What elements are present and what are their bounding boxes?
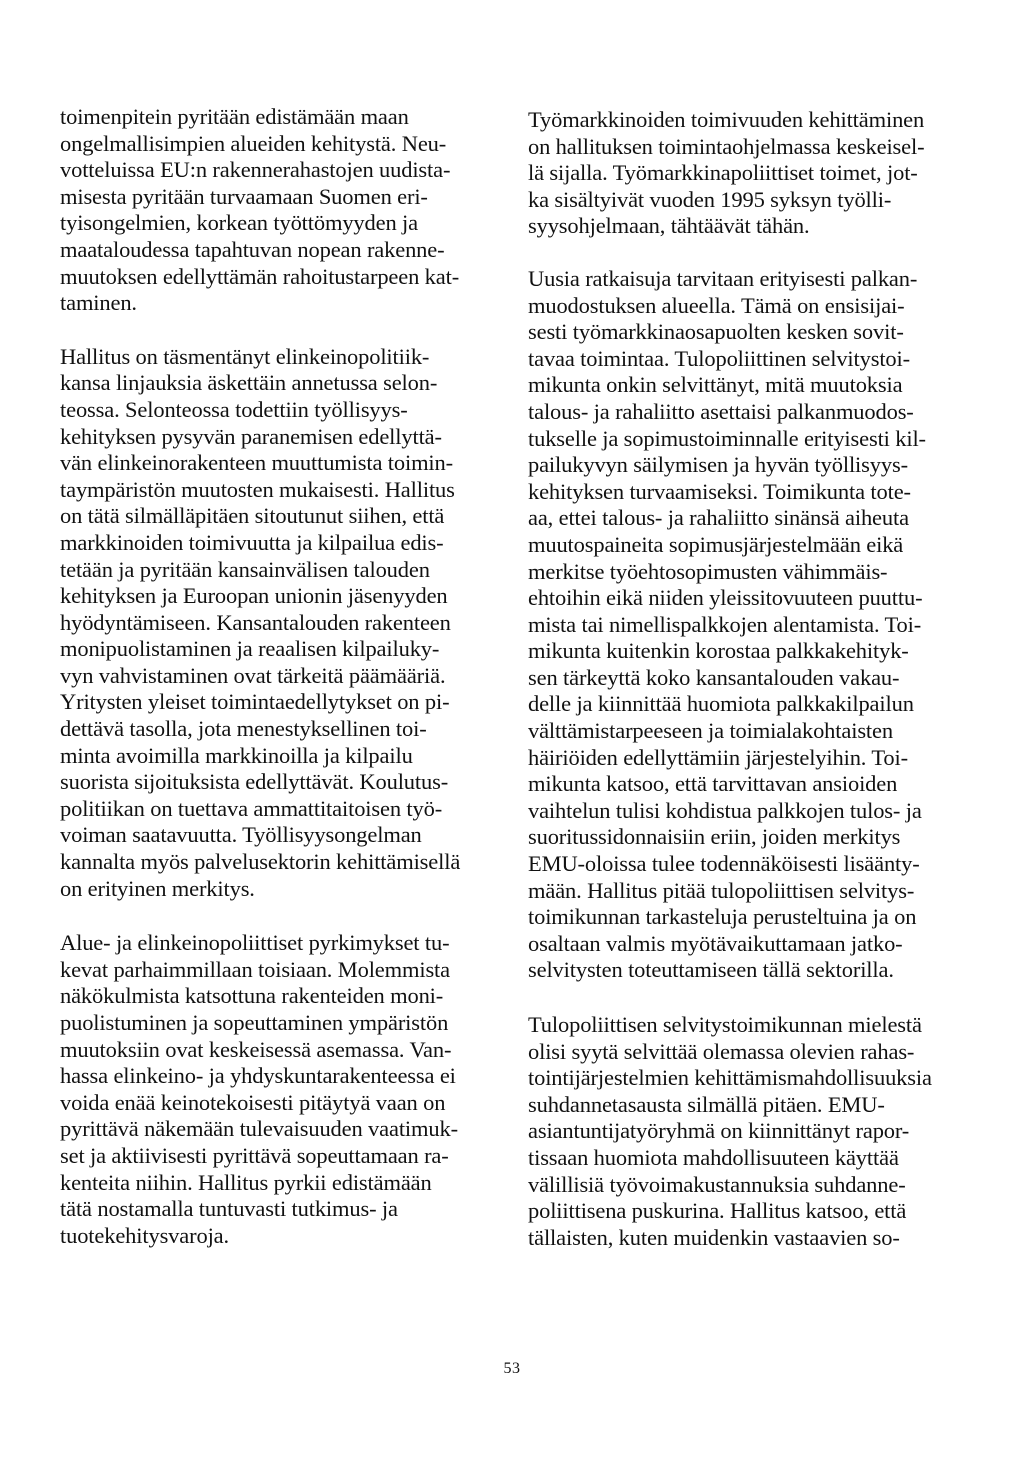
text-line: tukselle ja sopimustoiminnalle erityisesti kil- bbox=[528, 425, 926, 451]
text-line: Yritysten yleiset toimintaedellytykset on pi- bbox=[60, 689, 450, 715]
text-line: muutoksiin ovat keskeisessä asemassa. Van- bbox=[60, 1036, 452, 1062]
text-line: tällaisten, kuten muidenkin vastaavien so- bbox=[528, 1224, 900, 1250]
text-line: aa, ettei talous- ja rahaliitto sinänsä aiheuta bbox=[528, 505, 909, 531]
text-line: hassa elinkeino- ja yhdyskuntarakenteessa ei bbox=[60, 1063, 456, 1089]
text-line: kansa linjauksia äskettäin annetussa selon- bbox=[60, 370, 438, 396]
text-line: kannalta myös palvelusektorin kehittämisellä bbox=[60, 849, 461, 875]
paragraph bbox=[60, 930, 505, 1249]
text-line: taminen. bbox=[60, 290, 137, 316]
right-column bbox=[528, 107, 973, 1251]
text-line: tyisongelmien, korkean työttömyyden ja bbox=[60, 210, 418, 236]
text-line: välttämistarpeeseen ja toimialakohtaisten bbox=[528, 718, 893, 744]
text-line: delle ja kiinnittää huomiota palkkakilpailun bbox=[528, 691, 914, 717]
text-line: kevat parhaimmillaan toisiaan. Molemmista bbox=[60, 956, 450, 982]
text-line: tointijärjestelmien kehittämismahdollisuuksia bbox=[528, 1065, 932, 1091]
text-line: vyn vahvistaminen ovat tärkeitä päämääriä. bbox=[60, 662, 446, 688]
text-line: puolistuminen ja sopeuttaminen ympäristön bbox=[60, 1010, 449, 1035]
text-line: näkökulmista katsottuna rakenteiden moni- bbox=[60, 983, 444, 1009]
text-line: ka sisältyivät vuoden 1995 syksyn työlli- bbox=[528, 186, 892, 212]
text-line: kehityksen ja Euroopan unionin jäsenyyden bbox=[60, 583, 448, 609]
text-line: tuotekehitysvaroja. bbox=[60, 1222, 229, 1248]
text-line: talous- ja rahaliitto asettaisi palkanmuodos- bbox=[528, 398, 914, 424]
text-line: tissaan huomiota mahdollisuuteen käyttää bbox=[528, 1144, 899, 1170]
text-line: asiantuntijatyöryhmä on kiinnittänyt rapor- bbox=[528, 1118, 910, 1144]
text-line: kehityksen pysyvän paranemisen edellyttä- bbox=[60, 423, 442, 449]
paragraph bbox=[528, 1012, 973, 1251]
text-line: voida enää keinotekoisesti pitäytyä vaan on bbox=[60, 1089, 446, 1115]
text-line: tätä nostamalla tuntuvasti tutkimus- ja bbox=[60, 1196, 398, 1222]
text-line: mikunta onkin selvittänyt, mitä muutoksia bbox=[528, 372, 903, 398]
text-line: kehityksen turvaamiseksi. Toimikunta tote- bbox=[528, 478, 911, 504]
text-line: muutospaineita sopimusjärjestelmään eikä bbox=[528, 531, 904, 557]
text-line: politiikan on tuettava ammattitaitoisen työ- bbox=[60, 795, 443, 821]
text-line: vaihtelun tulisi kohdistua palkkojen tulos- ja bbox=[528, 797, 922, 823]
text-line: ehtoihin eikä niiden yleissitovuuteen puuttu- bbox=[528, 585, 923, 611]
text-line: monipuolistaminen ja reaalisen kilpailuky- bbox=[60, 636, 440, 662]
text-line: teossa. Selonteossa todettiin työllisyys- bbox=[60, 396, 408, 422]
text-line: on tätä silmälläpitäen sitoutunut siihen, että bbox=[60, 503, 445, 529]
text-line: muodostuksen alueella. Tämä on ensisijai- bbox=[528, 292, 905, 318]
text-line: Alue- ja elinkeinopoliittiset pyrkimykset tu- bbox=[60, 930, 450, 956]
text-line: EMU-oloissa tulee todennäköisesti lisäänty- bbox=[528, 851, 920, 877]
text-line: merkitse työehtosopimusten vähimmäis- bbox=[528, 558, 888, 584]
text-line: hyödyntämiseen. Kansantalouden rakenteen bbox=[60, 609, 451, 635]
text-line: Työmarkkinoiden toimivuuden kehittäminen bbox=[528, 107, 925, 132]
text-line: olisi syytä selvittää olemassa olevien rahas- bbox=[528, 1038, 915, 1064]
paragraph bbox=[60, 344, 505, 902]
text-line: Hallitus on täsmentänyt elinkeinopolitiik- bbox=[60, 343, 430, 369]
text-line: tavaa toimintaa. Tulopoliittinen selvitystoi- bbox=[528, 345, 910, 371]
paragraph bbox=[60, 104, 505, 317]
text-line: suoritussidonnaisiin eriin, joiden merkitys bbox=[528, 824, 901, 850]
text-line: sesti työmarkkinaosapuolten kesken sovit- bbox=[528, 319, 904, 345]
text-line: vän elinkeinorakenteen muuttumista toimin- bbox=[60, 450, 453, 476]
text-line: votteluissa EU:n rakennerahastojen uudista- bbox=[60, 157, 451, 183]
page-number: 53 bbox=[503, 1360, 521, 1377]
text-line: tetään ja pyritään kansainvälisen talouden bbox=[60, 556, 430, 582]
text-line: syysohjelmaan, tähtäävät tähän. bbox=[528, 213, 810, 239]
text-line: on hallituksen toimintaohjelmassa keskeisel- bbox=[528, 133, 925, 159]
text-line: mista tai nimellispalkkojen alentamista. Toi- bbox=[528, 611, 922, 637]
text-line: maataloudessa tapahtuvan nopean rakenne- bbox=[60, 236, 445, 262]
text-line: selvitysten toteuttamiseen tällä sektorilla. bbox=[528, 957, 894, 983]
text-line: taympäristön muutosten mukaisesti. Hallitus bbox=[60, 476, 455, 502]
text-line: mikunta kuitenkin korostaa palkkakehityk- bbox=[528, 638, 909, 664]
text-line: suhdannetasausta silmällä pitäen. EMU- bbox=[528, 1091, 885, 1117]
text-line: häiriöiden edellyttämiin järjestelyihin. Toi- bbox=[528, 744, 908, 770]
text-line: dettävä tasolla, jota menestyksellinen toi- bbox=[60, 716, 427, 742]
text-line: mään. Hallitus pitää tulopoliittisen selvitys- bbox=[528, 877, 915, 903]
text-line: muutoksen edellyttämän rahoitustarpeen kat- bbox=[60, 263, 460, 289]
text-line: misesta pyritään turvaamaan Suomen eri- bbox=[60, 183, 428, 209]
text-line: osaltaan valmis myötävaikuttamaan jatko- bbox=[528, 930, 903, 956]
text-line: pailukyvyn säilymisen ja hyvän työllisyys- bbox=[528, 452, 908, 478]
paragraph bbox=[528, 266, 973, 984]
text-line: set ja aktiivisesti pyrittävä sopeuttamaan ra- bbox=[60, 1142, 449, 1168]
text-line: välillisiä työvoimakustannuksia suhdanne- bbox=[528, 1171, 906, 1197]
text-line: lä sijalla. Työmarkkinapoliittiset toimet, jot- bbox=[528, 160, 918, 186]
text-line: on erityinen merkitys. bbox=[60, 875, 255, 901]
text-line: toimenpitein pyritään edistämään maan bbox=[60, 104, 409, 129]
text-line: minta avoimilla markkinoilla ja kilpailu bbox=[60, 742, 413, 768]
text-line: suorista sijoituksista edellyttävät. Koulutus- bbox=[60, 769, 449, 795]
text-line: markkinoiden toimivuutta ja kilpailua edis- bbox=[60, 529, 444, 555]
text-line: toimikunnan tarkasteluja perusteltuina ja on bbox=[528, 904, 917, 930]
text-line: Uusia ratkaisuja tarvitaan erityisesti palkan- bbox=[528, 265, 918, 291]
text-line: Tulopoliittisen selvitystoimikunnan mielestä bbox=[528, 1012, 922, 1037]
left-column bbox=[60, 104, 505, 1249]
text-line: ongelmallisimpien alueiden kehitystä. Neu- bbox=[60, 130, 447, 156]
paragraph bbox=[528, 107, 973, 240]
text-line: poliittisena puskurina. Hallitus katsoo, että bbox=[528, 1198, 907, 1224]
text-line: sen tärkeyttä koko kansantalouden vakau- bbox=[528, 664, 900, 690]
text-line: pyrittävä näkemään tulevaisuuden vaatimuk- bbox=[60, 1116, 458, 1142]
text-line: voiman saatavuutta. Työllisyysongelman bbox=[60, 822, 422, 848]
text-line: mikunta katsoo, että tarvittavan ansioiden bbox=[528, 771, 898, 797]
text-line: kenteita niihin. Hallitus pyrkii edistämään bbox=[60, 1169, 432, 1195]
